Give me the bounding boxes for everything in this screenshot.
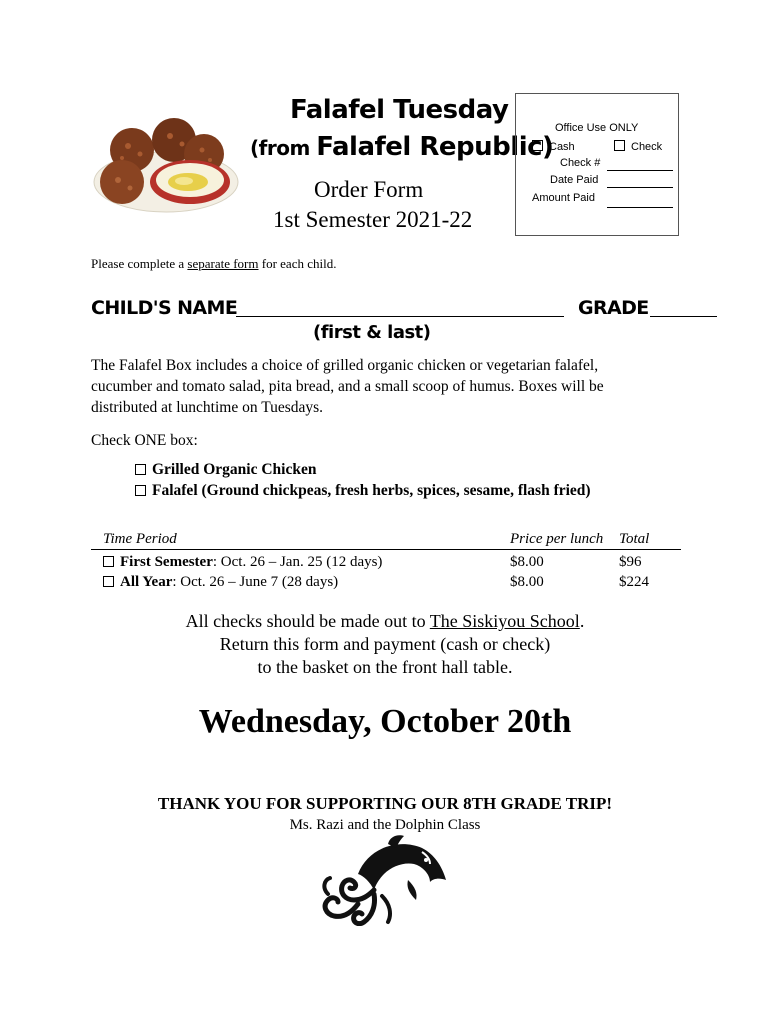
row-detail: : Oct. 26 – June 7 (28 days) [172,574,339,590]
description-line-1: The Falafel Box includes a choice of grilled organic chicken or vegetarian falafel, [91,357,599,374]
payment-instructions [85,610,685,679]
payment-line-1-suffix: . [579,611,585,631]
row-price: $8.00 [510,554,544,570]
chicken-label: Grilled Organic Chicken [152,461,317,478]
grade-field[interactable] [650,316,717,317]
row-label: All Year [120,574,173,590]
row-total: $224 [619,574,649,590]
amount-paid-label: Amount Paid [532,192,595,204]
falafel-checkbox[interactable] [135,485,146,496]
falafel-plate-image [92,110,240,214]
signature-line: Ms. Razi and the Dolphin Class [289,817,481,833]
title-line-2 [250,132,553,162]
table-header-total: Total [619,531,650,547]
table-header-period: Time Period [103,531,177,547]
payment-line-1 [85,610,685,633]
description [91,355,604,418]
deadline: Wednesday, October 20th [198,703,572,740]
amount-paid-field[interactable] [607,207,673,208]
check-checkbox[interactable] [614,140,625,151]
title-vendor: Falafel Republic) [316,132,554,162]
thank-you-line: THANK YOU FOR SUPPORTING OUR 8TH GRADE TRIP! [157,794,613,813]
all-year-checkbox[interactable] [103,576,114,587]
instructions-link: separate form [187,256,259,271]
date-paid-label: Date Paid [550,174,599,186]
date-paid-field[interactable] [607,187,673,188]
instructions-suffix: for each child. [258,256,337,271]
office-cash[interactable] [532,140,575,153]
check-number-label: Check # [560,157,601,169]
check-number-field[interactable] [607,170,673,171]
first-last-hint: (first & last) [313,322,431,343]
description-line-2: cucumber and tomato salad, pita bread, and a small scoop of humus. Boxes will be [91,378,604,395]
table-row[interactable] [103,554,382,571]
table-divider [91,549,681,550]
grade-label: GRADE [578,297,649,319]
choice-option-falafel[interactable] [135,482,591,500]
payment-line-3: to the basket on the front hall table. [257,657,513,677]
child-name-field[interactable] [236,316,564,317]
choice-prompt: Check ONE box: [91,432,198,449]
cash-label: Cash [549,141,575,153]
falafel-label: Falafel (Ground chickpeas, fresh herbs, spices, sesame, flash fried) [152,482,591,499]
table-row[interactable] [103,574,338,591]
dolphin-logo [318,834,448,926]
semester-heading: 1st Semester 2021-22 [273,207,473,232]
payment-line-2: Return this form and payment (cash or check) [219,634,551,654]
payment-line-1-prefix: All checks should be made out to [185,611,430,631]
title-line-1: Falafel Tuesday [290,95,509,125]
row-price: $8.00 [510,574,544,590]
instructions [91,256,336,272]
row-detail: : Oct. 26 – Jan. 25 (12 days) [212,554,383,570]
choice-option-chicken[interactable] [135,461,316,479]
office-use-box [515,93,679,236]
office-heading: Office Use ONLY [555,122,639,134]
chicken-checkbox[interactable] [135,464,146,475]
child-name-label: CHILD'S NAME [91,297,238,319]
payment-payee: The Siskiyou School [429,611,580,631]
instructions-prefix: Please complete a [91,256,188,271]
row-label: First Semester [120,554,213,570]
first-semester-checkbox[interactable] [103,556,114,567]
description-line-3: distributed at lunchtime on Tuesdays. [91,399,324,416]
office-check[interactable] [614,140,662,153]
order-form-heading: Order Form [314,177,424,202]
table-header-price: Price per lunch [510,531,604,547]
cash-checkbox[interactable] [532,140,543,151]
row-total: $96 [619,554,642,570]
check-label: Check [631,141,663,153]
title-from: (from [250,136,317,160]
